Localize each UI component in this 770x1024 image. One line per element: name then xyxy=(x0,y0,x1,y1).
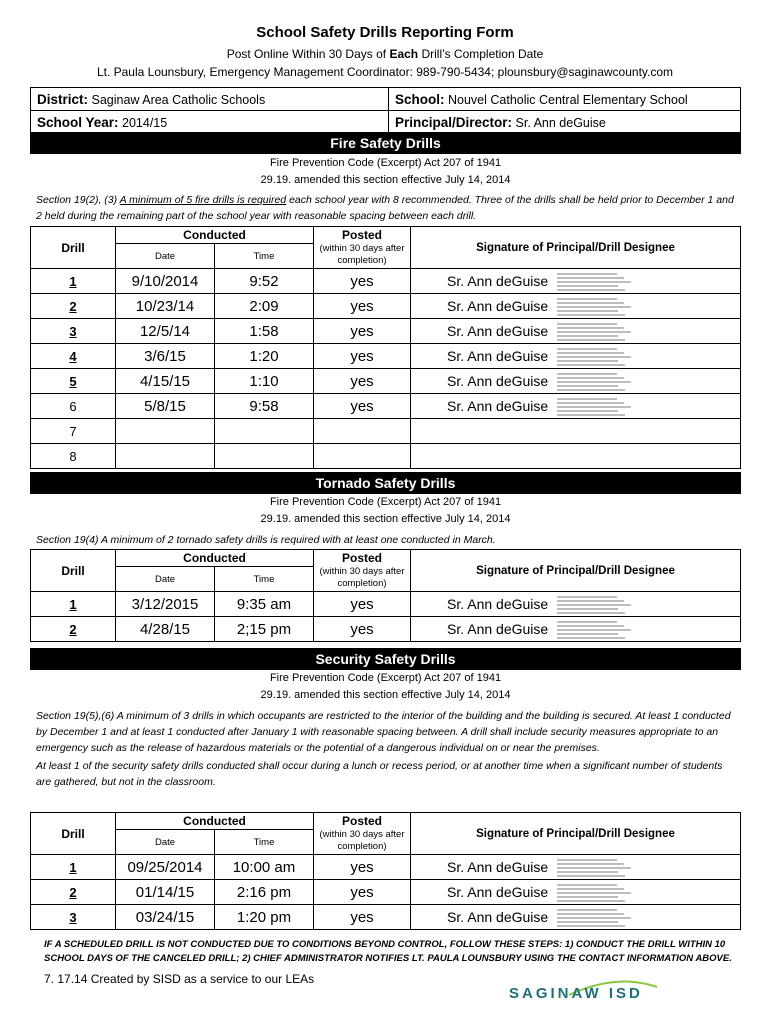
cancellation-note: IF A SCHEDULED DRILL IS NOT CONDUCTED DUE TO CONDITIONS BEYOND CONTROL, FOLLOW THESE STEPS: 1) CONDUCT THE DRILL WITHIN 10 SCHOOL DAYS OF THE CANCELED DRILL; 2) CHIEF ADMINISTRATOR NOTIFIES LT. PAULA LOUNSBURY USING THE CONTACT INFORMATION ABOVE. xyxy=(44,939,732,964)
time-header: Time xyxy=(215,567,314,592)
district-label: District: xyxy=(37,91,89,107)
drill-time-text: 1:20 xyxy=(249,347,279,365)
drill-time-text: 2:09 xyxy=(249,297,279,315)
drill-time-text: 1:20 pm xyxy=(236,908,292,926)
table-row xyxy=(31,905,741,930)
posted-note: (within 30 days after completion) xyxy=(319,565,405,589)
drill-time xyxy=(215,269,314,294)
drill-signature xyxy=(411,905,741,930)
drill-time-text: 1:58 xyxy=(249,322,279,340)
drill-time-text: 10:00 am xyxy=(232,858,296,876)
fire-section-post: each school year with 8 recommended. Three of the drills shall be held prior to December 1 and 2 held during the remaining part of the school year with reasonable spacing between each drill. xyxy=(36,194,734,222)
drill-signature-text: Sr. Ann deGuise xyxy=(447,298,549,314)
drill-signature-text: Sr. Ann deGuise xyxy=(447,859,549,875)
coordinator-contact: Lt. Paula Lounsbury, Emergency Management Coordinator: 989-790-5434; plounsbury@saginawcounty.com xyxy=(96,65,674,79)
school-value: Nouvel Catholic Central Elementary School xyxy=(447,92,688,107)
fire-drills-banner: Fire Safety Drills xyxy=(30,132,741,154)
drill-posted xyxy=(314,444,411,469)
subtitle-pre: Post Online Within 30 Days of xyxy=(226,47,390,61)
district-cell xyxy=(31,88,389,111)
table-row xyxy=(31,617,741,642)
drill-signature-text: Sr. Ann deGuise xyxy=(447,373,549,389)
fire-section-pre: Section 19(2), (3) xyxy=(36,194,120,206)
tornado-code-block xyxy=(30,494,741,528)
table-row xyxy=(31,855,741,880)
conducted-header: Conducted xyxy=(116,227,314,244)
digital-signature-stamp xyxy=(557,346,637,366)
time-header: Time xyxy=(215,830,314,855)
fire-drills-table xyxy=(30,226,741,469)
drill-date xyxy=(116,905,215,930)
drill-number xyxy=(31,319,116,344)
drill-number-text: 3 xyxy=(69,323,77,339)
signature-header: Signature of Principal/Drill Designee xyxy=(411,227,741,269)
tornado-drills-table xyxy=(30,549,741,642)
drill-signature xyxy=(411,344,741,369)
drill-date-text: 4/15/15 xyxy=(139,372,191,390)
drill-date xyxy=(116,294,215,319)
drill-time xyxy=(215,617,314,642)
school-cell xyxy=(389,88,741,111)
security-amended: 29.19. amended this section effective July 14, 2014 xyxy=(260,689,511,701)
drill-time-text: 2:16 pm xyxy=(236,883,292,901)
posted-header xyxy=(314,813,411,855)
table-row xyxy=(31,444,741,469)
digital-signature-stamp xyxy=(557,271,637,291)
drill-number-text: 8 xyxy=(69,448,77,464)
drill-signature-text: Sr. Ann deGuise xyxy=(447,909,549,925)
digital-signature-stamp xyxy=(557,371,637,391)
drill-number xyxy=(31,444,116,469)
table-row xyxy=(31,369,741,394)
drill-posted xyxy=(314,369,411,394)
table-row xyxy=(31,294,741,319)
drill-posted-text: yes xyxy=(350,908,374,926)
drill-time xyxy=(215,419,314,444)
drill-number xyxy=(31,880,116,905)
district-value: Saginaw Area Catholic Schools xyxy=(91,92,266,107)
posted-header xyxy=(314,550,411,592)
date-header: Date xyxy=(116,830,215,855)
drill-number xyxy=(31,294,116,319)
posted-label: Posted xyxy=(341,227,382,242)
drill-date xyxy=(116,369,215,394)
school-info-table xyxy=(30,87,741,134)
time-header: Time xyxy=(215,244,314,269)
drill-date-text: 01/14/15 xyxy=(135,883,195,901)
fire-section-text xyxy=(36,192,740,224)
drill-signature xyxy=(411,294,741,319)
drill-date xyxy=(116,444,215,469)
drill-signature xyxy=(411,419,741,444)
drill-number-text: 1 xyxy=(69,596,77,612)
drill-date xyxy=(116,592,215,617)
security-drills-table xyxy=(30,812,741,930)
principal-cell xyxy=(389,111,741,134)
drill-posted xyxy=(314,592,411,617)
fire-amended: 29.19. amended this section effective July 14, 2014 xyxy=(260,174,511,186)
drill-posted xyxy=(314,419,411,444)
drill-number-text: 1 xyxy=(69,859,77,875)
drill-header: Drill xyxy=(31,227,116,269)
drill-date-text: 10/23/14 xyxy=(135,297,195,315)
drill-date-text: 12/5/14 xyxy=(139,322,191,340)
drill-time xyxy=(215,369,314,394)
drill-time xyxy=(215,905,314,930)
drill-time xyxy=(215,294,314,319)
posted-label: Posted xyxy=(341,550,382,565)
drill-posted xyxy=(314,880,411,905)
tornado-section-text: Section 19(4) A minimum of 2 tornado safety drills is required with at least one conducted in March. xyxy=(36,534,496,546)
drill-number xyxy=(31,617,116,642)
security-section-text xyxy=(36,708,740,790)
drill-number-text: 3 xyxy=(69,909,77,925)
drill-date xyxy=(116,880,215,905)
fire-code-block xyxy=(30,155,741,189)
drill-date-text: 09/25/2014 xyxy=(127,858,203,876)
drill-date xyxy=(116,319,215,344)
drill-signature xyxy=(411,269,741,294)
table-row xyxy=(31,269,741,294)
drill-time xyxy=(215,444,314,469)
drill-time-text: 9:35 am xyxy=(236,595,292,613)
digital-signature-stamp xyxy=(557,907,637,927)
posted-note: (within 30 days after completion) xyxy=(319,242,405,266)
drill-signature-text: Sr. Ann deGuise xyxy=(447,323,549,339)
digital-signature-stamp xyxy=(557,296,637,316)
created-by-note: 7. 17.14 Created by SISD as a service to our LEAs xyxy=(44,972,315,986)
drill-number-text: 7 xyxy=(69,423,77,439)
drill-signature xyxy=(411,369,741,394)
drill-number-text: 4 xyxy=(69,348,77,364)
drill-time-text: 9:52 xyxy=(249,272,279,290)
table-row xyxy=(31,880,741,905)
drill-signature xyxy=(411,592,741,617)
drill-date-text: 9/10/2014 xyxy=(131,272,199,290)
digital-signature-stamp xyxy=(557,882,637,902)
drill-number xyxy=(31,905,116,930)
table-row xyxy=(31,344,741,369)
tornado-drills-banner: Tornado Safety Drills xyxy=(30,472,741,494)
table-row xyxy=(31,419,741,444)
drill-signature xyxy=(411,319,741,344)
drill-number-text: 2 xyxy=(69,298,77,314)
tornado-code: Fire Prevention Code (Excerpt) Act 207 of 1941 xyxy=(269,496,502,508)
drill-number xyxy=(31,592,116,617)
drill-time xyxy=(215,344,314,369)
principal-value: Sr. Ann deGuise xyxy=(515,115,606,130)
drill-number xyxy=(31,369,116,394)
table-row xyxy=(31,592,741,617)
drill-date xyxy=(116,344,215,369)
drill-date xyxy=(116,394,215,419)
saginaw-isd-logo xyxy=(507,977,687,1001)
drill-posted-text: yes xyxy=(350,883,374,901)
drill-signature xyxy=(411,394,741,419)
drill-signature-text: Sr. Ann deGuise xyxy=(447,398,549,414)
digital-signature-stamp xyxy=(557,594,637,614)
drill-signature-text: Sr. Ann deGuise xyxy=(447,596,549,612)
drill-signature-text: Sr. Ann deGuise xyxy=(447,348,549,364)
drill-header: Drill xyxy=(31,550,116,592)
drill-time xyxy=(215,394,314,419)
drill-posted-text: yes xyxy=(350,322,374,340)
date-header: Date xyxy=(116,244,215,269)
drill-number-text: 1 xyxy=(69,273,77,289)
drill-date-text: 3/12/2015 xyxy=(131,595,199,613)
drill-date-text: 03/24/15 xyxy=(135,908,195,926)
drill-time xyxy=(215,592,314,617)
drill-date xyxy=(116,855,215,880)
school-year-cell xyxy=(31,111,389,134)
drill-time-text: 1:10 xyxy=(249,372,279,390)
security-section-1: Section 19(5),(6) A minimum of 3 drills in which occupants are restricted to the interior of the building and the building is secured. At least 1 conducted by December 1 and at least 1 conducted after January 1 with reasonable spacing between. A drill shall include security measures appropriate to an emergency such as the release of hazardous materials or the potential of a dangerous individual on or near the premises. xyxy=(36,710,731,754)
drill-posted-text: yes xyxy=(350,595,374,613)
drill-number xyxy=(31,394,116,419)
conducted-header: Conducted xyxy=(116,813,314,830)
subtitle-post: Drill’s Completion Date xyxy=(418,47,544,61)
drill-number xyxy=(31,344,116,369)
drill-posted-text: yes xyxy=(350,397,374,415)
drill-posted xyxy=(314,855,411,880)
drill-posted xyxy=(314,319,411,344)
school-label: School: xyxy=(395,91,445,107)
drill-time-text: 9:58 xyxy=(249,397,279,415)
drill-signature-text: Sr. Ann deGuise xyxy=(447,621,549,637)
drill-signature xyxy=(411,444,741,469)
digital-signature-stamp xyxy=(557,321,637,341)
drill-date-text: 4/28/15 xyxy=(139,620,191,638)
logo-text: SAGINAW ISD xyxy=(509,985,643,1001)
security-section-2: At least 1 of the security safety drills conducted shall occur during a lunch or recess period, or at another time when a significant number of students are gathered, but not in the classroom. xyxy=(36,760,723,788)
drill-posted xyxy=(314,269,411,294)
drill-number-text: 6 xyxy=(69,398,77,414)
drill-posted-text: yes xyxy=(350,858,374,876)
fire-code: Fire Prevention Code (Excerpt) Act 207 of 1941 xyxy=(269,157,502,169)
drill-signature-text: Sr. Ann deGuise xyxy=(447,273,549,289)
posted-label: Posted xyxy=(341,813,382,828)
drill-posted-text: yes xyxy=(350,620,374,638)
drill-time xyxy=(215,855,314,880)
form-title: School Safety Drills Reporting Form xyxy=(256,24,514,41)
drill-signature-text: Sr. Ann deGuise xyxy=(447,884,549,900)
drill-posted xyxy=(314,905,411,930)
drill-date xyxy=(116,269,215,294)
drill-posted-text: yes xyxy=(350,297,374,315)
drill-time-text: 2;15 pm xyxy=(236,620,292,638)
drill-number-text: 5 xyxy=(69,373,77,389)
drill-time xyxy=(215,880,314,905)
drill-posted-text: yes xyxy=(350,272,374,290)
date-header: Date xyxy=(116,567,215,592)
security-code: Fire Prevention Code (Excerpt) Act 207 of 1941 xyxy=(269,672,502,684)
security-code-block xyxy=(30,670,741,704)
drill-time xyxy=(215,319,314,344)
drill-signature xyxy=(411,617,741,642)
security-drills-banner: Security Safety Drills xyxy=(30,648,741,670)
form-subtitle xyxy=(0,47,770,61)
drill-header: Drill xyxy=(31,813,116,855)
posted-header xyxy=(314,227,411,269)
digital-signature-stamp xyxy=(557,619,637,639)
digital-signature-stamp xyxy=(557,857,637,877)
drill-posted xyxy=(314,617,411,642)
school-year-label: School Year: xyxy=(37,114,119,130)
drill-posted-text: yes xyxy=(350,347,374,365)
drill-posted xyxy=(314,294,411,319)
tornado-amended: 29.19. amended this section effective July 14, 2014 xyxy=(260,513,511,525)
drill-date-text: 5/8/15 xyxy=(144,397,186,415)
drill-posted xyxy=(314,344,411,369)
posted-note: (within 30 days after completion) xyxy=(319,828,405,852)
drill-signature xyxy=(411,880,741,905)
drill-number-text: 2 xyxy=(69,621,77,637)
table-row xyxy=(31,394,741,419)
conducted-header: Conducted xyxy=(116,550,314,567)
table-row xyxy=(31,319,741,344)
drill-number-text: 2 xyxy=(69,884,77,900)
drill-number xyxy=(31,419,116,444)
fire-section-underlined: A minimum of 5 fire drills is required xyxy=(119,194,287,206)
digital-signature-stamp xyxy=(557,396,637,416)
drill-date-text: 3/6/15 xyxy=(144,347,186,365)
principal-label: Principal/Director: xyxy=(395,114,513,130)
signature-header: Signature of Principal/Drill Designee xyxy=(411,813,741,855)
school-year-value: 2014/15 xyxy=(122,115,168,130)
drill-signature xyxy=(411,855,741,880)
drill-date xyxy=(116,617,215,642)
subtitle-bold: Each xyxy=(389,47,419,61)
drill-posted-text: yes xyxy=(350,372,374,390)
drill-number xyxy=(31,269,116,294)
signature-header: Signature of Principal/Drill Designee xyxy=(411,550,741,592)
drill-posted xyxy=(314,394,411,419)
drill-date xyxy=(116,419,215,444)
drill-number xyxy=(31,855,116,880)
